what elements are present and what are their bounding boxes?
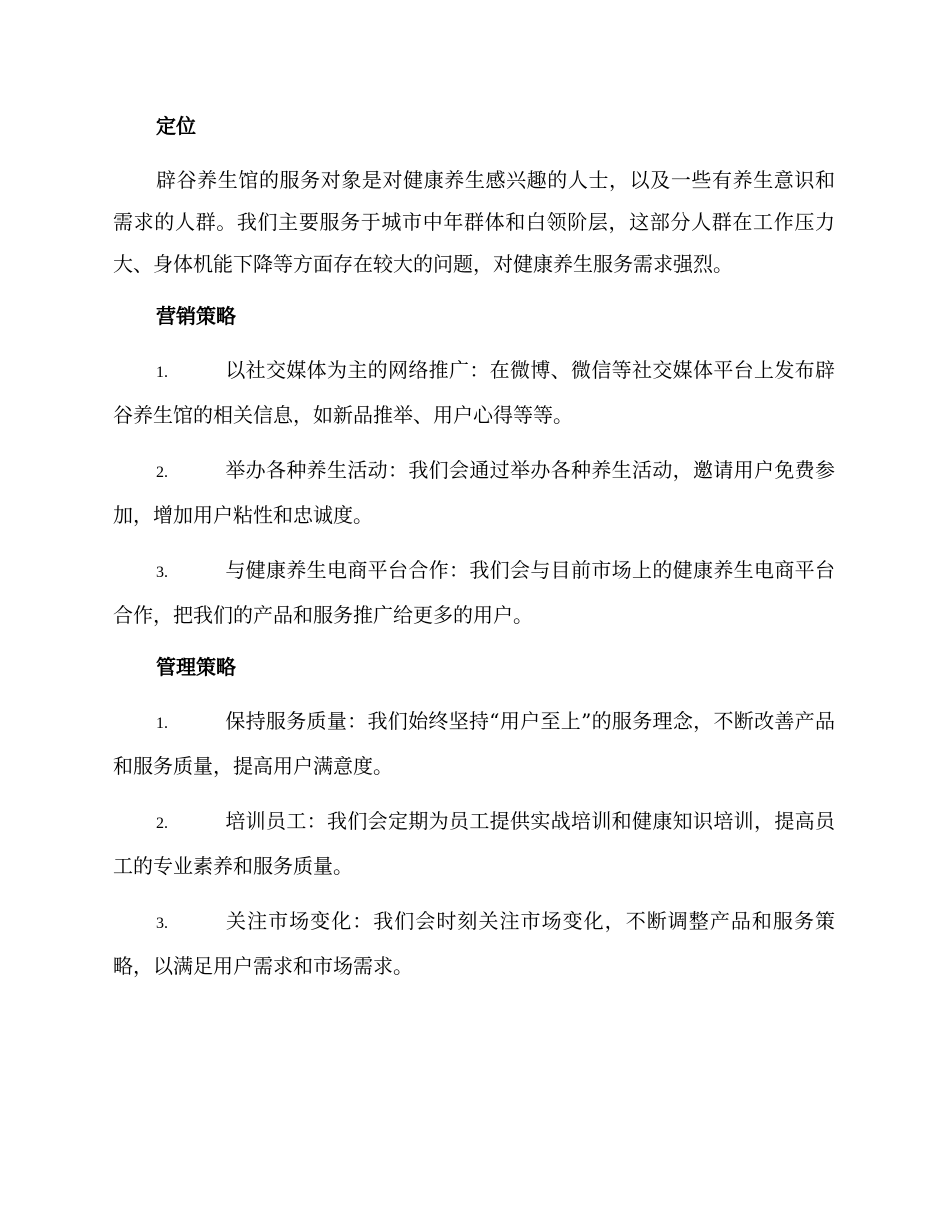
section-heading: 管理策略: [156, 655, 236, 679]
list-item: [113, 700, 835, 787]
list-number: 1.: [156, 364, 168, 381]
list-item: [113, 449, 835, 536]
list-item: [113, 349, 835, 436]
list-number: 2.: [156, 464, 168, 481]
list-item: [113, 549, 835, 636]
list-number: 2.: [156, 815, 168, 832]
list-number: 1.: [156, 715, 168, 732]
list-text: 培训员工：我们会定期为员工提供实战培训和健康知识培训，提高员工的专业素养和服务质量。: [113, 809, 835, 878]
list-text: 保持服务质量：我们始终坚持“用户至上”的服务理念，不断改善产品和服务质量，提高用户满意度。: [113, 709, 835, 778]
document-body: [113, 106, 835, 987]
list-text: 举办各种养生活动：我们会通过举办各种养生活动，邀请用户免费参加，增加用户粘性和忠诚度。: [113, 458, 835, 527]
section-paragraph: 辟谷养生馆的服务对象是对健康养生感兴趣的人士，以及一些有养生意识和需求的人群。我们主要服务于城市中年群体和白领阶层，这部分人群在工作压力大、身体机能下降等方面存在较大的问题，对健康养生服务需求强烈。: [113, 168, 835, 276]
list-text: 与健康养生电商平台合作：我们会与目前市场上的健康养生电商平台合作，把我们的产品和服务推广给更多的用户。: [113, 558, 835, 627]
section-heading: 定位: [156, 114, 196, 138]
list-text: 以社交媒体为主的网络推广：在微博、微信等社交媒体平台上发布辟谷养生馆的相关信息，如新品推举、用户心得等等。: [113, 358, 835, 427]
section-positioning: [113, 106, 835, 285]
section-marketing: [113, 296, 835, 636]
list-number: 3.: [156, 915, 168, 932]
list-text: 关注市场变化：我们会时刻关注市场变化，不断调整产品和服务策略，以满足用户需求和市场需求。: [113, 909, 835, 978]
section-heading: 营销策略: [156, 304, 236, 328]
list-number: 3.: [156, 564, 168, 581]
list-item: [113, 900, 835, 987]
list-item: [113, 800, 835, 887]
section-management: [113, 647, 835, 987]
